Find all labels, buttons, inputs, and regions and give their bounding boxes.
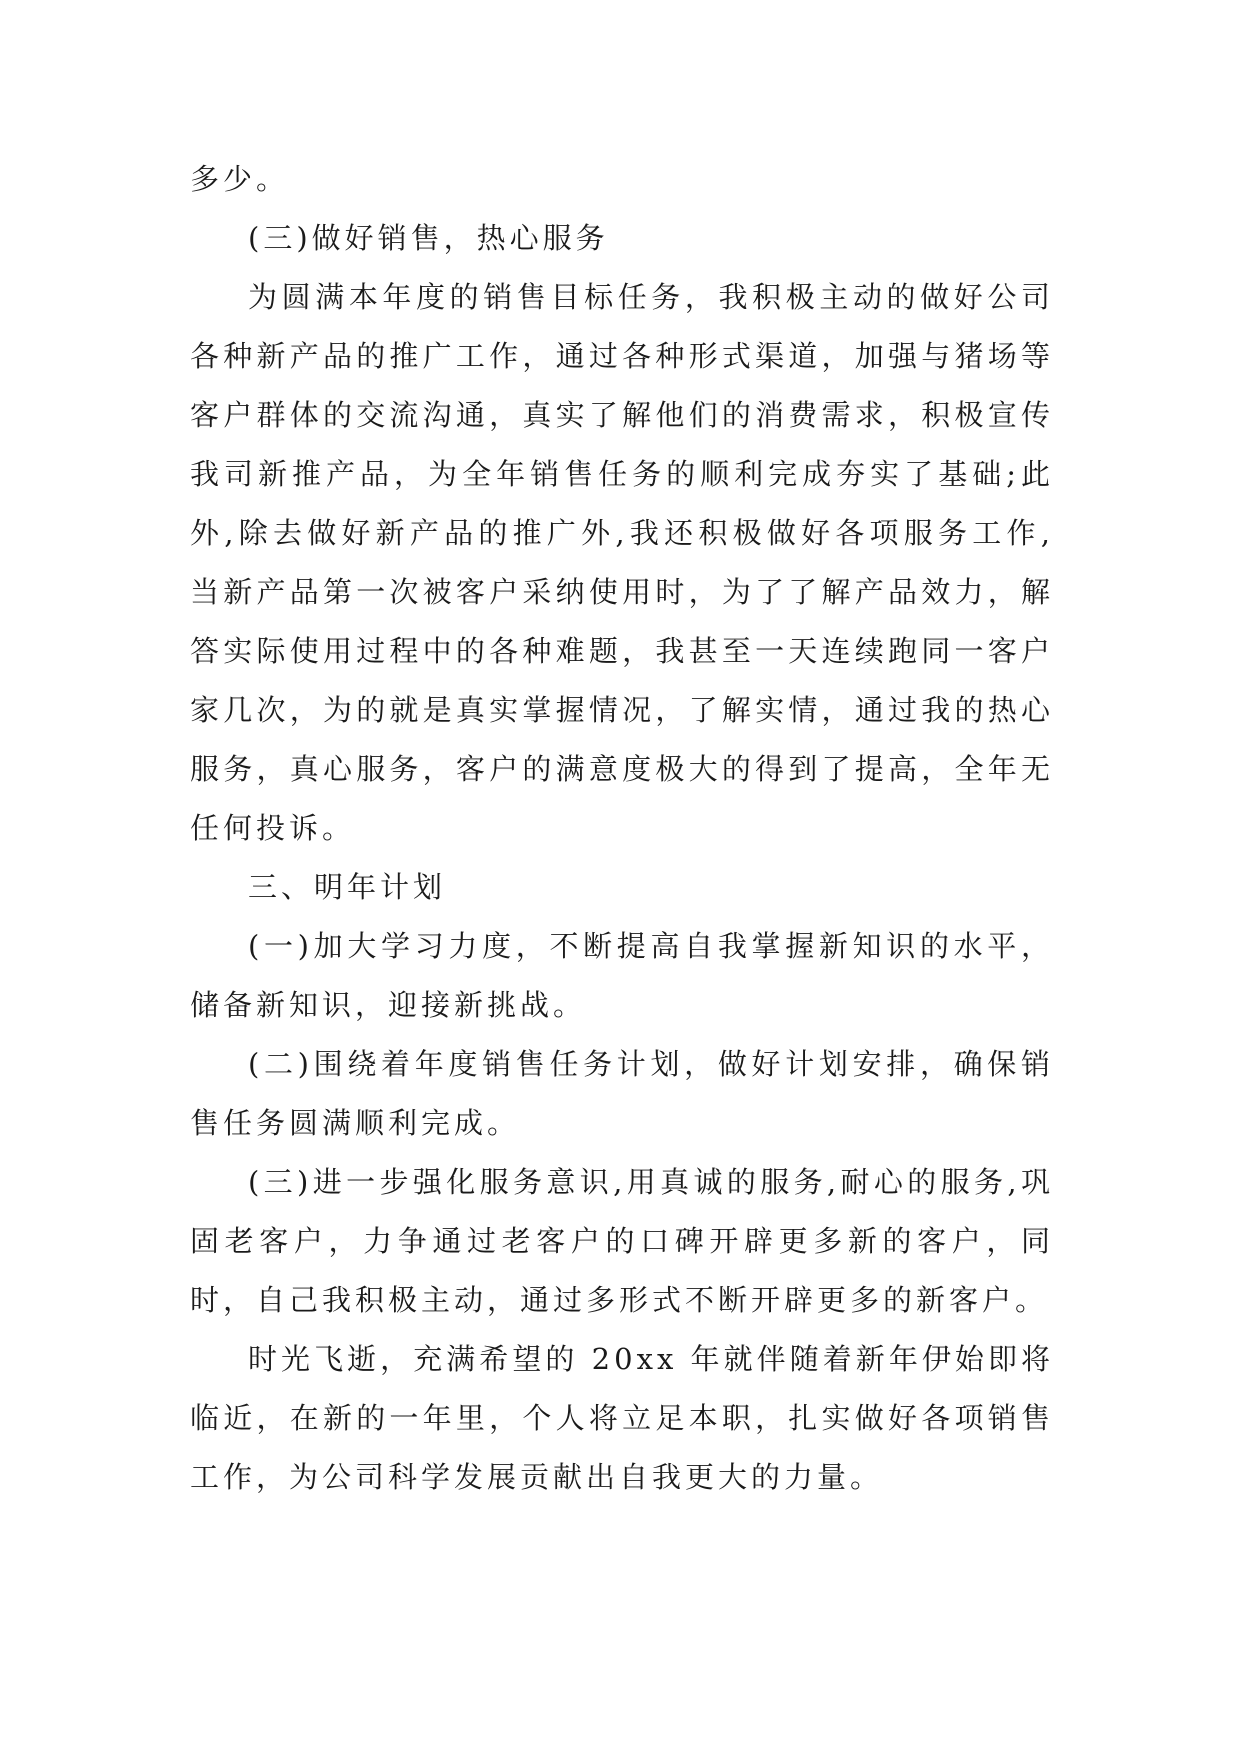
plan-item-2: (二)围绕着年度销售任务计划，做好计划安排，确保销售任务圆满顺利完成。 [190,1047,1054,1140]
subheading-service: (三)做好销售，热心服务 [248,221,609,255]
paragraph-service-details: 为圆满本年度的销售目标任务，我积极主动的做好公司各种新产品的推广工作，通过各种形式渠道，加强与猪场等客户群体的交流沟通，真实了解他们的消费需求，积极宣传我司新推产品，为全年销售任务的顺利完成夯实了基础;此外,除去做好新产品的推广外,我还积极做好各项服务工作,当新产品第一次被客户采纳使用时，为了了解产品效力，解答实际使用过程中的各种难题，我甚至一天连续跑同一客户家几次，为的就是真实掌握情况，了解实情，通过我的热心服务，真心服务，客户的满意度极大的得到了提高，全年无任何投诉。 [190,280,1054,845]
plan-item-1: (一)加大学习力度，不断提高自我掌握新知识的水平，储备新知识，迎接新挑战。 [190,929,1054,1022]
document-body [190,150,1054,1507]
heading-next-year-plan: 三、明年计划 [248,870,447,904]
paragraph-conclusion: 时光飞逝，充满希望的 20xx 年就伴随着新年伊始即将临近，在新的一年里，个人将立足本职，扎实做好各项销售工作，为公司科学发展贡献出自我更大的力量。 [190,1342,1054,1494]
paragraph-continuation: 多少。 [190,162,290,196]
plan-item-3: (三)进一步强化服务意识,用真诚的服务,耐心的服务,巩固老客户，力争通过老客户的口碑开辟更多新的客户，同时，自己我积极主动，通过多形式不断开辟更多的新客户。 [190,1165,1054,1317]
